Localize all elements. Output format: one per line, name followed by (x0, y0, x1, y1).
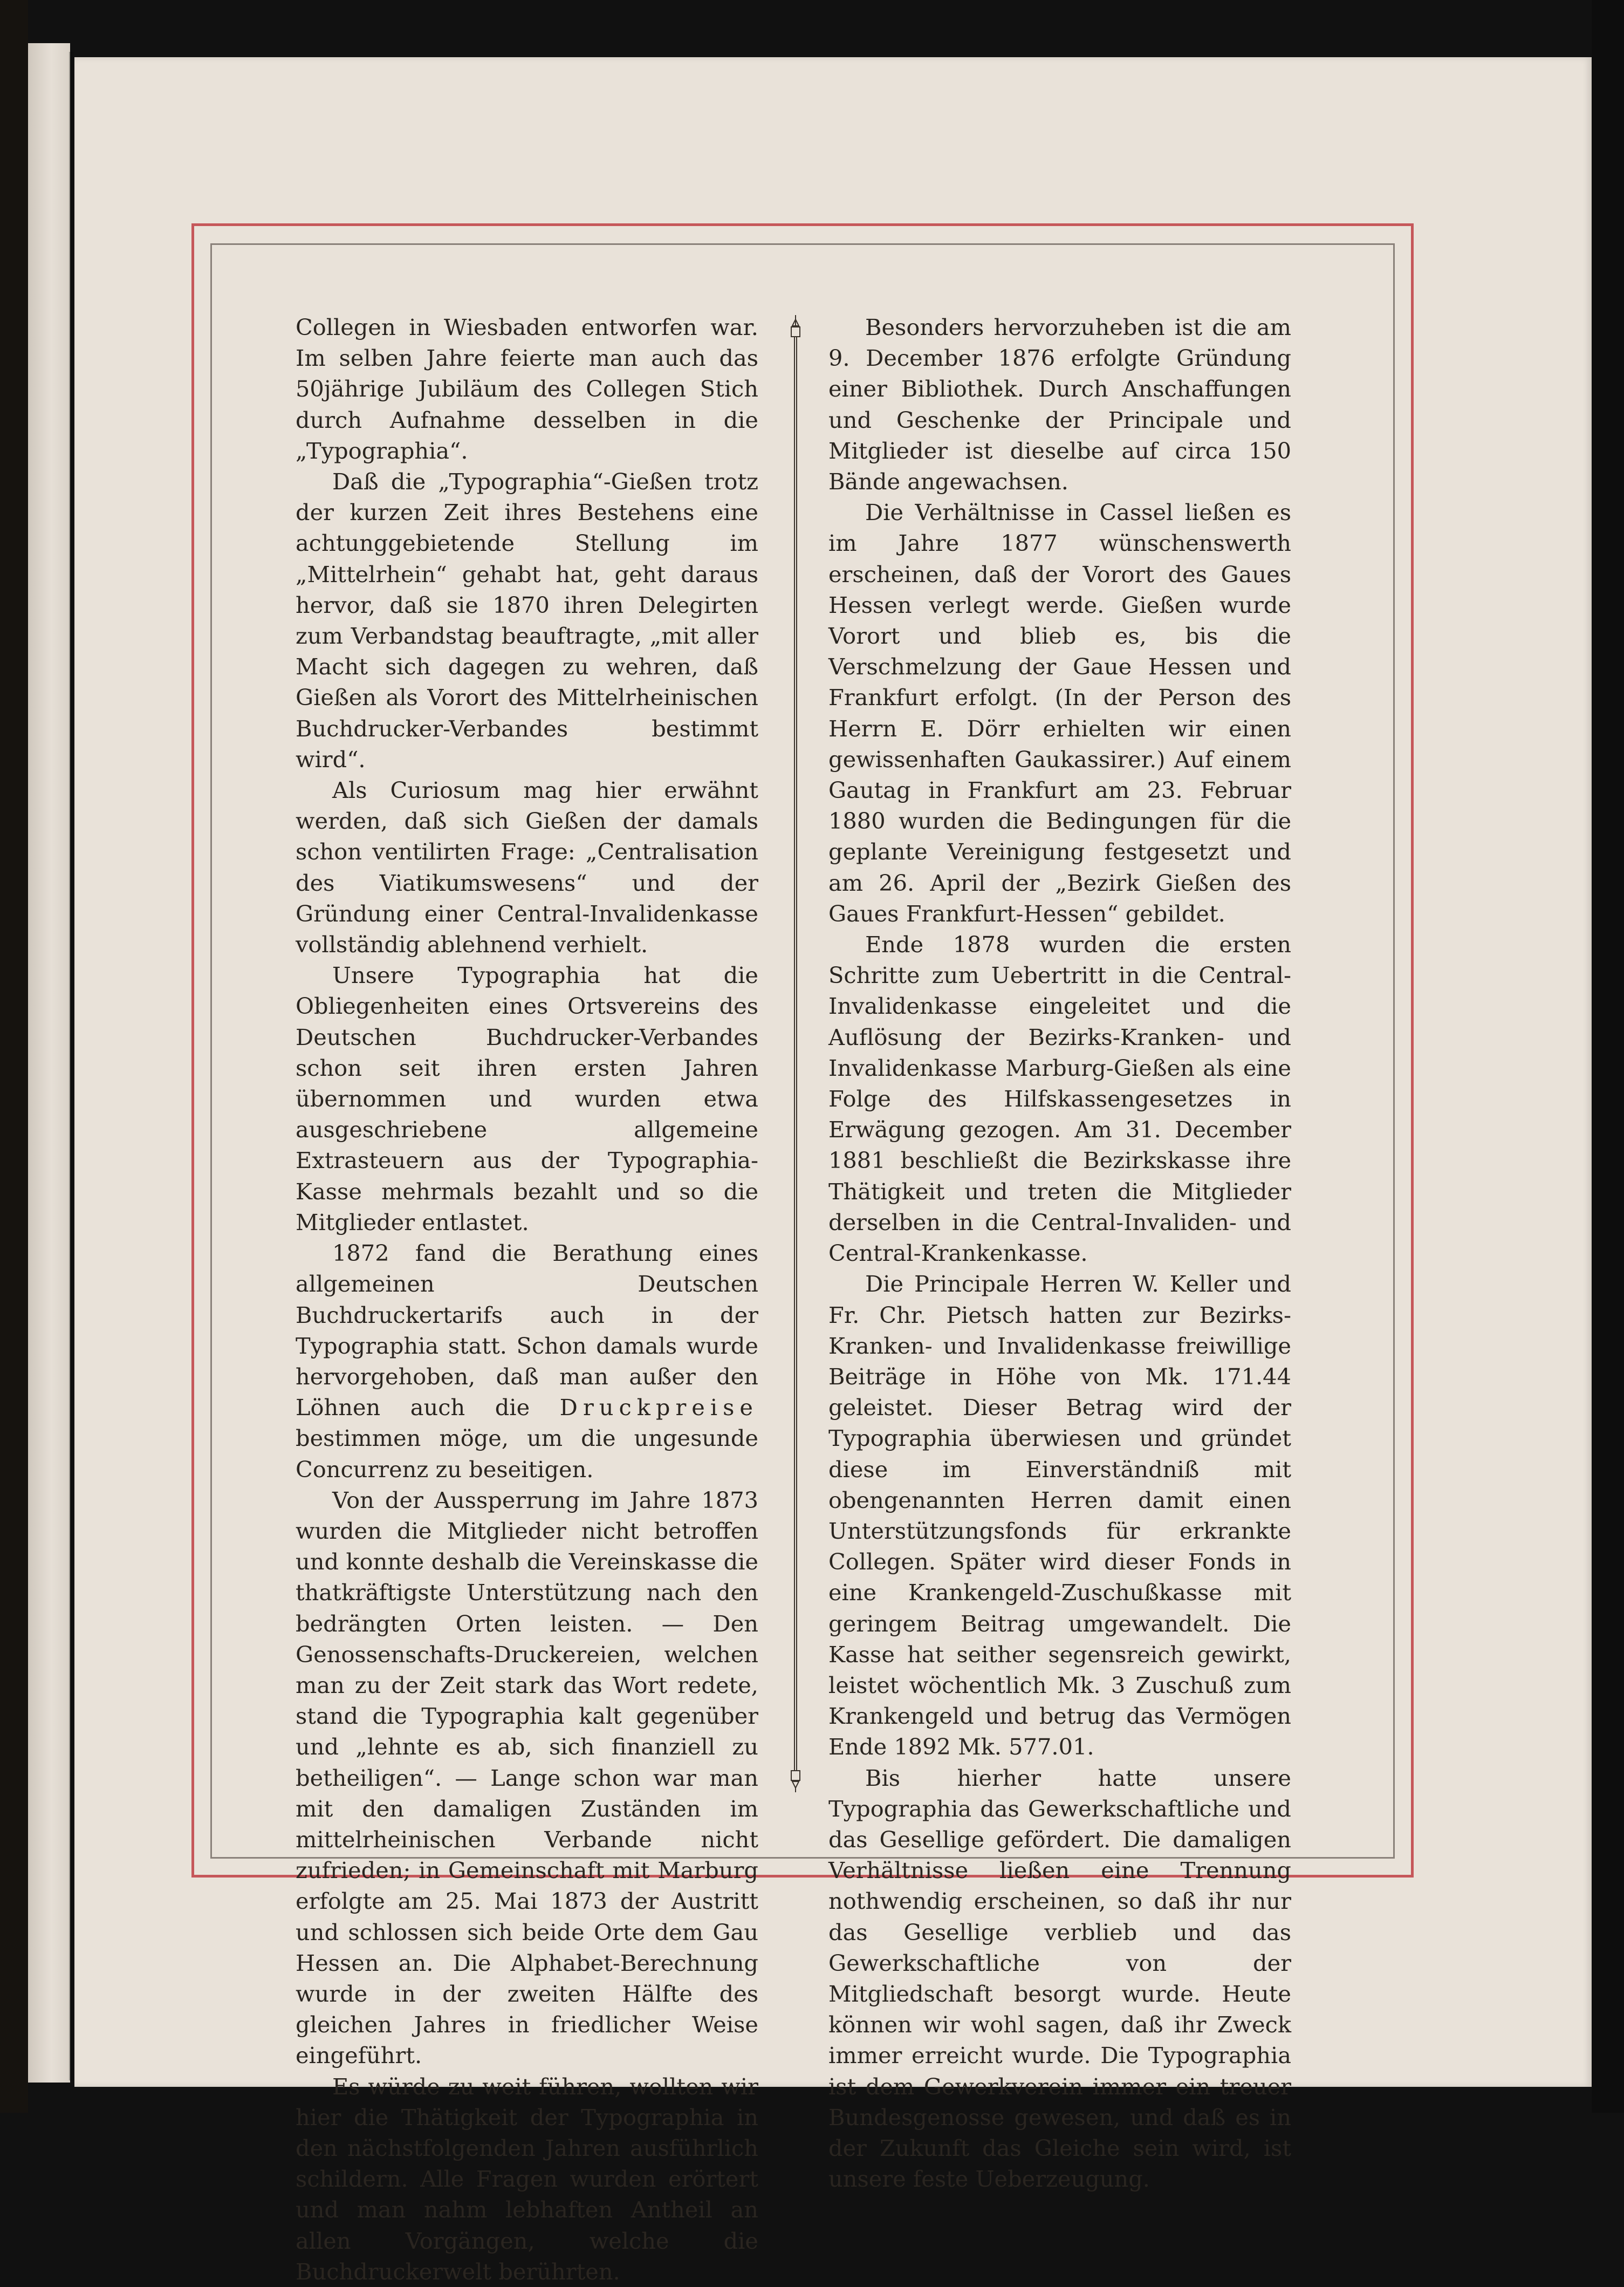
paragraph: Die Verhältnisse in Cassel ließen es im Jahre 1877 wünschenswerth erscheinen, daß der Vorort des Gaues Hessen verlegt werde. Gießen wurde Vorort und blieb es, bis die Verschmelzung der Gaue Hessen und Frankfurt erfolgt. (In der Person des Herrn E. Dörr erhielten wir einen gewissenhaften Gaukassirer.) Auf einem Gautag in Frankfurt am 23. Februar 1880 wurden die Bedingungen für die geplante Vereinigung festgesetzt und am 26. April der „Bezirk Gießen des Gaues Frankfurt-Hessen“ gebildet. (828, 499, 1291, 927)
paragraph-text: bestimmen möge, um die ungesunde Concurrenz zu beseitigen. (296, 1425, 758, 1483)
column-divider-ornament (789, 315, 802, 1792)
paragraph: Als Curiosum mag hier erwähnt werden, daß sich Gießen der damals schon ventilirten Frage: „Centralisation des Viatikumswesens“ und der Gründung einer Central-Invalidenkasse vollständig ablehnend verhielt. (296, 777, 758, 958)
emphasized-word: Druckpreise (559, 1394, 758, 1421)
paragraph: Besonders hervorzuheben ist die am 9. December 1876 erfolgte Gründung einer Bibliothek. Durch Anschaffungen und Geschenke der Principale und Mitglieder ist dieselbe auf circa 150 Bände angewachsen. (828, 314, 1291, 495)
paragraph: Bis hierher hatte unsere Typographia das Gewerkschaftliche und das Gesellige gefördert. Die damaligen Verhältnisse ließen eine Trennung nothwendig erscheinen, so daß ihr nur das Gesellige verblieb und das Gewerkschaftliche von der Mitgliedschaft besorgt wurde. Heute können wir wohl sagen, daß ihr Zweck immer erreicht wurde. Die Typographia ist dem Gewerkverein immer ein treuer Bundesgenosse gewesen, und daß es in der Zukunft das Gleiche sein wird, ist unsere feste Ueberzeugung. (828, 1764, 1291, 2193)
paragraph: Daß die „Typographia“-Gießen trotz der kurzen Zeit ihres Bestehens eine achtunggebietende Stellung im „Mittelrhein“ gehabt hat, geht daraus hervor, daß sie 1870 ihren Delegirten zum Verbandstag beauftragte, „mit aller Macht sich dagegen zu wehren, daß Gießen als Vorort des Mittelrheinischen Buchdrucker-Verbandes bestimmt wird“. (296, 468, 758, 773)
right-column (828, 312, 1291, 2194)
paragraph-text: 1872 fand die Berathung eines allgemeinen Deutschen Buchdruckertarifs auch in der Typographia statt. Schon damals wurde hervorgehoben, daß man außer den Löhnen auch die (296, 1240, 758, 1421)
paragraph: Von der Aussperrung im Jahre 1873 wurden die Mitglieder nicht betroffen und konnte deshalb die Vereinskasse die thatkräftigste Unterstützung nach den bedrängten Orten leisten. — Den Genossenschafts-Druckereien, welchen man zu der Zeit stark das Wort redete, stand die Typographia kalt gegenüber und „lehnte es ab, sich finanziell zu betheiligen“. — Lange schon war man mit den damaligen Zuständen im mittelrheinischen Verbande nicht zufrieden; in Gemeinschaft mit Marburg erfolgte am 25. Mai 1873 der Austritt und schlossen sich beide Orte dem Gau Hessen an. Die Alphabet-Berechnung wurde in der zweiten Hälfte des gleichen Jahres in friedlicher Weise eingeführt. (296, 1486, 758, 2069)
background-left (0, 0, 28, 2113)
paragraph: Es würde zu weit führen, wollten wir hier die Thätigkeit der Typographia in den nächstfolgenden Jahren ausführlich schildern. Alle Fragen wurden erörtert und man nahm lebhaften Antheil an allen Vorgängen, welche die Buchdruckerwelt berührten. (296, 2073, 758, 2285)
facing-page-edge (28, 43, 70, 2083)
paragraph: Unsere Typographia hat die Obliegenheiten eines Ortsvereins des Deutschen Buchdrucker-Verbandes schon seit ihren ersten Jahren übernommen und wurden etwa ausgeschriebene allgemeine Extrasteuern aus der Typographia-Kasse mehrmals bezahlt und so die Mitglieder entlastet. (296, 962, 758, 1235)
paragraph: Die Principale Herren W. Keller und Fr. Chr. Pietsch hatten zur Bezirks-Kranken- und Invalidenkasse freiwillige Beiträge in Höhe von Mk. 171.44 geleistet. Dieser Betrag wird der Typographia überwiesen und gründet diese im Einverständniß mit obengenannten Herren damit einen Unterstützungsfonds für erkrankte Collegen. Später wird dieser Fonds in eine Krankengeld-Zuschußkasse mit geringem Beitrag umgewandelt. Die Kasse hat seither segensreich gewirkt, leistet wöchentlich Mk. 3 Zuschuß zum Krankengeld und betrug das Vermögen Ende 1892 Mk. 577.01. (828, 1271, 1291, 1760)
paragraph: Collegen in Wiesbaden entworfen war. Im selben Jahre feierte man auch das 50jährige Jubiläum des Collegen Stich durch Aufnahme desselben in die „Typographia“. (296, 314, 758, 464)
paragraph (296, 1238, 758, 1485)
gutter-shadow (69, 52, 74, 2080)
background-right (1592, 0, 1624, 2113)
left-column (296, 312, 758, 2287)
paragraph: Ende 1878 wurden die ersten Schritte zum Uebertritt in die Central-Invalidenkasse eingeleitet und die Auflösung der Bezirks-Kranken- und Invalidenkasse Marburg-Gießen als eine Folge des Hilfskassengesetzes in Erwägung gezogen. Am 31. December 1881 beschließt die Bezirkskasse ihre Thätigkeit und treten die Mitglieder derselben in die Central-Invaliden- und Central-Krankenkasse. (828, 931, 1291, 1267)
